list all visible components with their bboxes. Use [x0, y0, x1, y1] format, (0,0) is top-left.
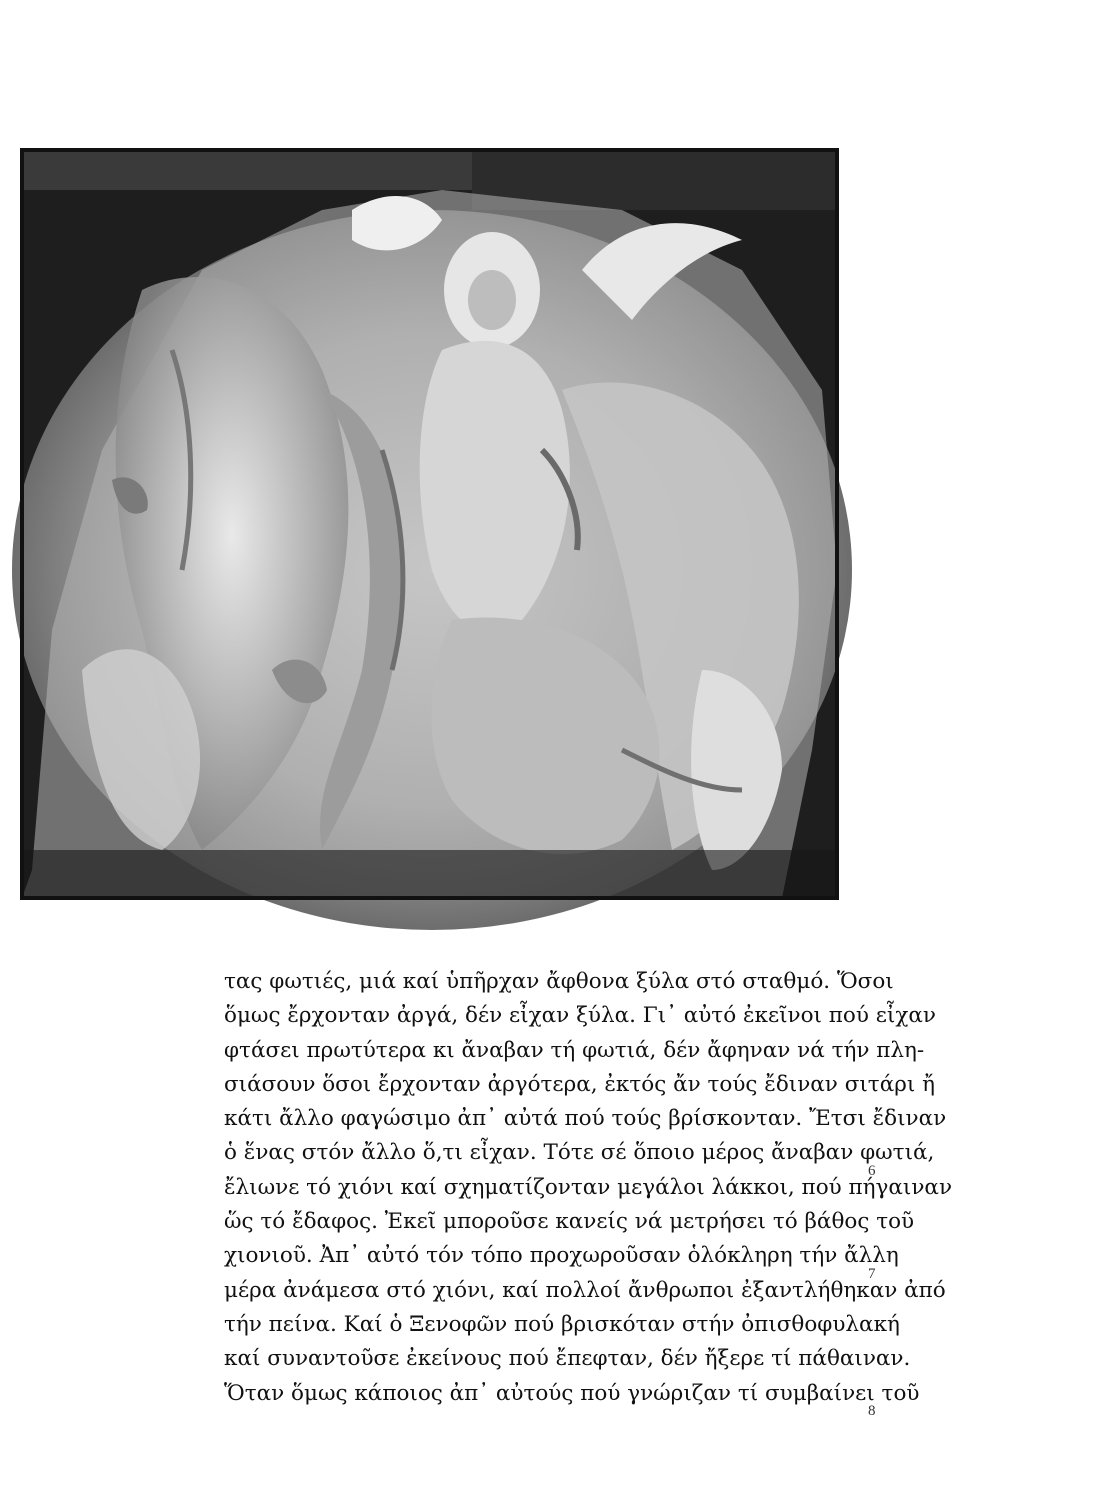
- text-line: ἔλιωνε τό χιόνι καί σχηματίζονταν μεγάλοι λάκκοι, πού πήγαιναν: [224, 1174, 953, 1200]
- text-line: μέρα ἀνάμεσα στό χιόνι, καί πολλοί ἄνθρωποι ἐξαντλήθηκαν ἀπό: [224, 1277, 946, 1303]
- text-line: φτάσει πρωτύτερα κι ἄναβαν τή φωτιά, δέν ἄφηναν νά τήν πλη-: [224, 1037, 925, 1063]
- margin-section-number: 6: [868, 1163, 876, 1179]
- text-line: κάτι ἄλλο φαγώσιμο ἀπ᾽ αὐτά πού τούς βρίσκονταν. Ἔτσι ἔδιναν: [224, 1106, 947, 1132]
- text-line: σιάσουν ὅσοι ἔρχονταν ἀργότερα, ἐκτός ἄν τούς ἔδιναν σιτάρι ἤ: [224, 1071, 936, 1097]
- text-line: Ὅταν ὅμως κάποιος ἀπ᾽ αὐτούς πού γνώριζαν τί συμβαίνει τοῦ: [224, 1380, 920, 1406]
- margin-section-number: 8: [868, 1403, 876, 1419]
- text-line: καί συναντοῦσε ἐκείνους πού ἔπεφταν, δέν ἤξερε τί πάθαιναν.: [224, 1346, 911, 1372]
- text-line: χιονιοῦ. Ἀπ᾽ αὐτό τόν τόπο προχωροῦσαν ὁλόκληρη τήν ἄλλη: [224, 1243, 899, 1269]
- text-line: ὥς τό ἔδαφος. Ἐκεῖ μποροῦσε κανείς νά μετρήσει τό βάθος τοῦ: [224, 1209, 915, 1235]
- text-line: τας φωτιές, μιά καί ὑπῆρχαν ἄφθονα ξύλα στό σταθμό. Ὅσοι: [224, 969, 894, 994]
- margin-section-number: 7: [868, 1266, 876, 1282]
- relief-illustration: [22, 150, 837, 898]
- relief-photograph: [22, 150, 837, 898]
- body-text: [224, 965, 953, 1411]
- text-line: τήν πείνα. Καί ὁ Ξενοφῶν πού βρισκόταν στήν ὀπισθοφυλακή: [224, 1311, 900, 1337]
- text-line: ὅμως ἔρχονταν ἀργά, δέν εἶχαν ξύλα. Γι᾽ αὐτό ἐκεῖνοι πού εἶχαν: [224, 1003, 936, 1029]
- text-line: ὁ ἕνας στόν ἄλλο ὅ,τι εἶχαν. Τότε σέ ὅποιο μέρος ἄναβαν φωτιά,: [224, 1140, 935, 1166]
